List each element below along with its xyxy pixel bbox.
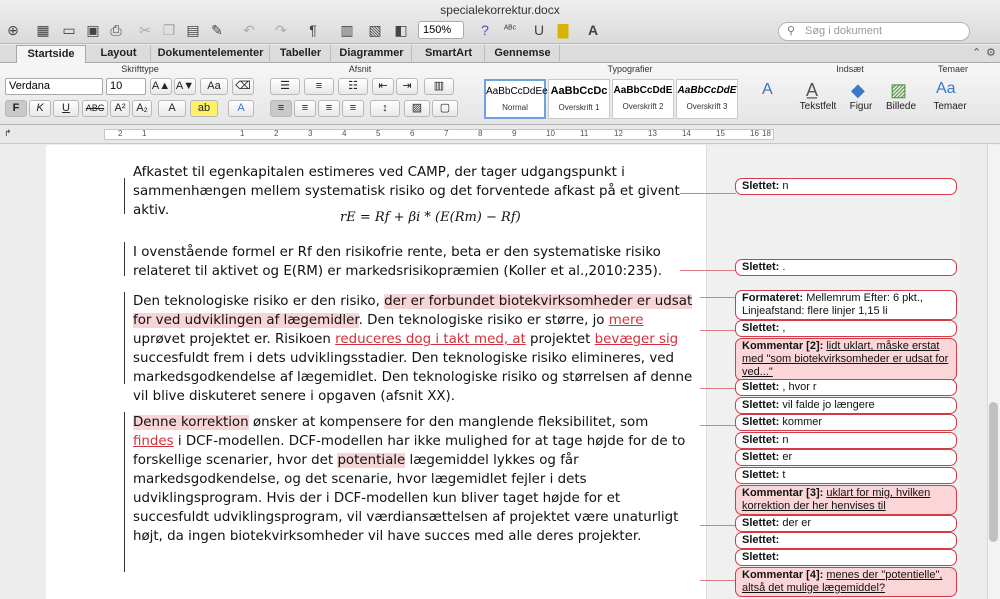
balloon-text: er: [782, 451, 793, 463]
group-label-insert: Indsæt: [836, 64, 864, 74]
balloon-label: Slettet:: [742, 399, 780, 411]
print-icon[interactable]: ⎙: [110, 22, 122, 38]
ruler-number: 10: [546, 129, 555, 138]
ribbon-settings-icon[interactable]: ⚙: [986, 47, 996, 59]
commented-text[interactable]: Denne korrektion: [133, 415, 249, 430]
bold-button[interactable]: F: [5, 100, 27, 117]
tab-dokumentelementer[interactable]: Dokumentelementer: [152, 45, 270, 63]
ruler-number: 11: [580, 129, 589, 138]
ribbon: [0, 63, 1000, 125]
help-icon[interactable]: ?: [481, 22, 489, 38]
style-heading-1[interactable]: [548, 79, 610, 119]
balloon-label: Slettet:: [742, 517, 780, 529]
spelling-icon[interactable]: ᴬᴮᶜ: [503, 24, 517, 35]
style-name: Normal: [502, 103, 528, 112]
clear-format-button[interactable]: ⌫: [232, 78, 254, 95]
sidebar-toggle-icon[interactable]: ▧: [368, 22, 382, 38]
columns-button[interactable]: ▥: [424, 78, 454, 95]
style-sample: AaBbCcDdE: [613, 85, 673, 96]
balloon-text: ,: [782, 322, 786, 334]
commented-text[interactable]: der er forbundet biotekvirksomheder er udsat for ved udviklingen af lægemidler: [133, 294, 693, 328]
change-bar: [124, 242, 125, 276]
style-name: Overskrift 1: [558, 103, 600, 112]
text-run: ønsker at kompensere for den manglende fleksibilitet, som: [248, 415, 649, 430]
text-run: succesfuldt frem i dets udviklingsstadier. Den teknologiske risiko elimineres, ved markedsgodkendelse af lægemidlet. Den teknologiske risiko og størrelsen af denne vil blive diskuteret senere i opgaven (afsnit XX).: [133, 351, 693, 404]
balloon-label: Slettet:: [742, 451, 780, 463]
paragraph-2[interactable]: I ovenstående formel er Rf den risikofrie rente, beta er den systematiske risiko relateret til aktivet og E(RM) er markedsrisikopræmien (Koller et al.,2010:235).: [133, 245, 663, 279]
search-input[interactable]: [778, 22, 970, 41]
highlight-button[interactable]: ab: [190, 100, 218, 117]
shape-label[interactable]: Figur: [849, 101, 873, 112]
tab-layout[interactable]: Layout: [87, 45, 151, 63]
revision-balloon[interactable]: [735, 290, 957, 320]
view-layout-icon[interactable]: ▥: [340, 22, 354, 38]
balloon-label: Formateret:: [742, 292, 804, 304]
align-right-button[interactable]: ≡: [318, 100, 340, 117]
balloon-leader: [700, 525, 736, 526]
picture-label[interactable]: Billede: [885, 101, 917, 112]
style-name: Overskrift 3: [686, 102, 728, 111]
title-toolbar: [0, 0, 1000, 44]
search-icon: ⚲: [787, 25, 796, 37]
revision-balloon[interactable]: [735, 397, 957, 414]
comment-balloon[interactable]: [735, 567, 957, 597]
balloon-text: der er: [782, 517, 812, 529]
ruler-number: 14: [682, 129, 691, 138]
scrollbar-thumb[interactable]: [989, 402, 998, 542]
inserted-text[interactable]: reduceres dog i takt med, at: [335, 332, 526, 347]
revision-balloon[interactable]: [735, 379, 957, 396]
grow-font-button[interactable]: A▲: [150, 78, 172, 95]
ruler-number: 2: [118, 129, 123, 138]
tab-gennemse[interactable]: Gennemse: [486, 45, 560, 63]
ribbon-tabs: [0, 45, 1000, 63]
styles-pane-icon[interactable]: A: [762, 81, 773, 98]
change-bar: [124, 292, 125, 384]
underline-button[interactable]: U: [53, 100, 79, 117]
tab-diagrammer[interactable]: Diagrammer: [332, 45, 412, 63]
font-size-select[interactable]: 10: [106, 78, 146, 95]
balloon-label: Slettet:: [742, 261, 780, 273]
font-name-select[interactable]: Verdana: [5, 78, 103, 95]
balloon-text: n: [782, 434, 789, 446]
show-marks-icon[interactable]: ¶: [309, 22, 317, 38]
style-sample: AaBbCcDdE: [677, 85, 737, 96]
templates-icon[interactable]: ▦: [36, 22, 50, 38]
text-run: . Den teknologiske risiko er større, jo: [358, 313, 609, 328]
balloon-text: n: [782, 180, 789, 192]
balloon-text: vil falde jo længere: [782, 399, 875, 411]
balloon-text: lidt uklart, måske erstat med "som biotekvirksomheder er udsat for ved...": [742, 340, 949, 378]
italic-button[interactable]: K: [29, 100, 51, 117]
revision-balloon[interactable]: [735, 515, 957, 532]
multilevel-list-button[interactable]: ☷: [338, 78, 368, 95]
ruler-number: 12: [614, 129, 623, 138]
revision-balloon[interactable]: [735, 432, 957, 449]
revision-balloon[interactable]: [735, 467, 957, 484]
group-label-themes: Temaer: [937, 64, 968, 74]
traffic-lights[interactable]: [8, 4, 58, 16]
revision-balloon[interactable]: [735, 532, 957, 549]
redo-icon[interactable]: ↷: [275, 22, 287, 38]
themes-label[interactable]: Temaer: [933, 101, 967, 112]
shape-icon[interactable]: ◆: [851, 80, 865, 100]
ruler-number: 18: [762, 129, 771, 138]
revision-balloon[interactable]: [735, 414, 957, 431]
inserted-text[interactable]: bevæger sig: [594, 332, 679, 347]
tab-startside[interactable]: Startside: [16, 45, 86, 63]
bullets-button[interactable]: ☰: [270, 78, 300, 95]
commented-text[interactable]: potentiale: [337, 453, 406, 468]
shading-button[interactable]: ▨: [404, 100, 430, 117]
line-spacing-button[interactable]: ↕: [370, 100, 400, 117]
revision-balloon[interactable]: [735, 549, 957, 566]
ruler-number: 7: [444, 129, 449, 138]
align-left-button[interactable]: ≡: [270, 100, 292, 117]
balloon-leader: [680, 193, 736, 194]
capm-equation[interactable]: rE = Rf + βi * (E(Rm) − Rf): [340, 210, 521, 225]
ruler-number: 8: [478, 129, 483, 138]
change-case-button[interactable]: Aa: [200, 78, 228, 95]
ruler-number: 13: [648, 129, 657, 138]
text-run: projektet: [525, 332, 595, 347]
balloon-text: kommer: [782, 416, 823, 428]
numbering-button[interactable]: ≡: [304, 78, 334, 95]
revision-balloon[interactable]: [735, 320, 957, 337]
cut-icon[interactable]: ✂: [139, 22, 151, 38]
balloon-label: Kommentar [3]:: [742, 487, 824, 499]
revision-balloon[interactable]: [735, 259, 957, 276]
copy-icon[interactable]: ❐: [162, 22, 176, 38]
ruler: [0, 125, 1000, 144]
ruler-number: 1: [240, 129, 245, 138]
textbox-icon[interactable]: A̲: [806, 80, 819, 100]
paragraph-1[interactable]: Afkastet til egenkapitalen estimeres ved CAMP, der tager udgangspunkt i sammenhængen mellem systematisk risiko og det forventede afkast på et givent aktiv.: [133, 165, 680, 218]
balloon-label: Slettet:: [742, 434, 780, 446]
font-color-icon[interactable]: A: [587, 22, 599, 38]
balloon-leader: [700, 297, 736, 298]
style-sample: AaBbCcDc: [550, 85, 608, 97]
balloon-label: Slettet:: [742, 534, 780, 546]
ruler-number: 4: [342, 129, 347, 138]
undo-icon[interactable]: ↶: [243, 22, 255, 38]
balloon-text: menes der "potentielle", altså det mulige lægemiddel?: [742, 569, 943, 594]
revision-balloon[interactable]: [735, 178, 957, 195]
balloon-label: Kommentar [2]:: [742, 340, 824, 352]
group-label-paragraph: Afsnit: [348, 64, 372, 74]
text-effects-button[interactable]: A: [228, 100, 254, 117]
style-name: Overskrift 2: [622, 102, 664, 111]
balloon-leader: [700, 330, 736, 331]
balloon-label: Slettet:: [742, 180, 780, 192]
change-bar: [124, 178, 125, 214]
inserted-text[interactable]: findes: [133, 434, 174, 449]
align-center-button[interactable]: ≡: [294, 100, 316, 117]
style-sample: AaBbCcDdEe: [486, 86, 548, 97]
ruler-number: 6: [410, 129, 415, 138]
text-run: Den teknologiske risiko er den risiko,: [133, 294, 385, 309]
balloon-label: Kommentar [4]:: [742, 569, 824, 581]
style-normal[interactable]: [484, 79, 546, 119]
paste-icon[interactable]: ▤: [186, 22, 200, 38]
subscript-button[interactable]: A₂: [132, 100, 152, 117]
open-folder-icon[interactable]: ▭: [62, 22, 76, 38]
tab-selector-icon[interactable]: ↱: [4, 128, 12, 138]
search-placeholder: Søg i dokument: [805, 25, 883, 37]
balloon-leader: [700, 425, 736, 426]
font-color-button[interactable]: A: [158, 100, 186, 117]
save-icon[interactable]: ▣: [86, 22, 100, 38]
borders-button[interactable]: ▢: [432, 100, 458, 117]
superscript-button[interactable]: A²: [110, 100, 130, 117]
justify-button[interactable]: ≡: [342, 100, 364, 117]
textbox-label[interactable]: Tekstfelt: [799, 101, 837, 112]
ruler-number: 3: [308, 129, 313, 138]
highlight-icon[interactable]: ▇: [557, 22, 569, 38]
balloon-text: t: [782, 469, 786, 481]
zoom-select[interactable]: 150%: [418, 21, 464, 39]
text-run: lægemiddel lykkes og får markedsgodkendelse, og det scenarie, hvor lægemidlet fejler i dets udviklingsprogram. Hvis der i DCF-modellen kun bliver taget højde for et succesfuldt udviklingsprogram, vil værdiansættelsen af projektet være unaturligt højt, da ingen biotekvirksomheder vil have succes med alle deres projekter.: [133, 453, 679, 544]
shrink-font-button[interactable]: A▼: [174, 78, 196, 95]
group-label-styles: Typografier: [607, 64, 653, 74]
balloon-label: Slettet:: [742, 416, 780, 428]
new-document-icon[interactable]: ⊕: [7, 22, 19, 38]
sidebar-icon[interactable]: ◧: [394, 22, 408, 38]
comment-balloon[interactable]: [735, 338, 957, 381]
ruler-number: 2: [274, 129, 279, 138]
ruler-number: 9: [512, 129, 517, 138]
group-label-font: Skrifttype: [121, 64, 159, 74]
window-title: specialekorrektur.docx: [440, 3, 560, 17]
ruler-number: 15: [716, 129, 725, 138]
ribbon-collapse-icon[interactable]: ⌃: [972, 47, 982, 59]
increase-indent-button[interactable]: ⇥: [396, 78, 418, 95]
text-run: uprøvet projektet er. Risikoen: [133, 332, 336, 347]
picture-icon[interactable]: ▨: [890, 80, 908, 100]
revision-balloon[interactable]: [735, 449, 957, 466]
strikethrough-button[interactable]: ABC: [82, 100, 108, 117]
balloon-text: Mellemrum Efter: 6 pkt., Linjeafstand: flere linjer 1,15 li: [742, 292, 923, 317]
ruler-numbers: [104, 129, 774, 140]
underline-icon[interactable]: U: [533, 22, 545, 38]
balloon-text: , hvor r: [782, 381, 817, 393]
inserted-text[interactable]: mere: [608, 313, 644, 328]
style-heading-2[interactable]: [612, 79, 674, 119]
balloon-label: Slettet:: [742, 551, 780, 563]
balloon-leader: [700, 388, 736, 389]
balloon-label: Slettet:: [742, 322, 780, 334]
decrease-indent-button[interactable]: ⇤: [372, 78, 394, 95]
paragraph-4[interactable]: [133, 413, 693, 546]
themes-icon[interactable]: Aa: [936, 80, 956, 97]
balloon-label: Slettet:: [742, 469, 780, 481]
text-run: i DCF-modellen. DCF-modellen har ikke mulighed for at tage højde for de to forskellige scenarier, hvor det: [133, 434, 686, 468]
balloon-label: Slettet:: [742, 381, 780, 393]
balloon-leader: [700, 580, 736, 581]
change-bar: [124, 412, 125, 572]
balloon-text: uklart for mig, hvilken korrektion der her henvises til: [742, 487, 931, 512]
comment-balloon[interactable]: [735, 485, 957, 515]
ruler-number: 16: [750, 129, 759, 138]
ruler-number: 5: [376, 129, 381, 138]
ruler-number: 1: [142, 129, 147, 138]
balloon-text: .: [782, 261, 786, 273]
paragraph-3[interactable]: [133, 292, 693, 406]
style-heading-3[interactable]: [676, 79, 738, 119]
format-painter-icon[interactable]: ✎: [211, 22, 223, 38]
balloon-leader: [680, 270, 736, 271]
tab-smartart[interactable]: SmartArt: [413, 45, 485, 63]
tab-tabeller[interactable]: Tabeller: [271, 45, 331, 63]
